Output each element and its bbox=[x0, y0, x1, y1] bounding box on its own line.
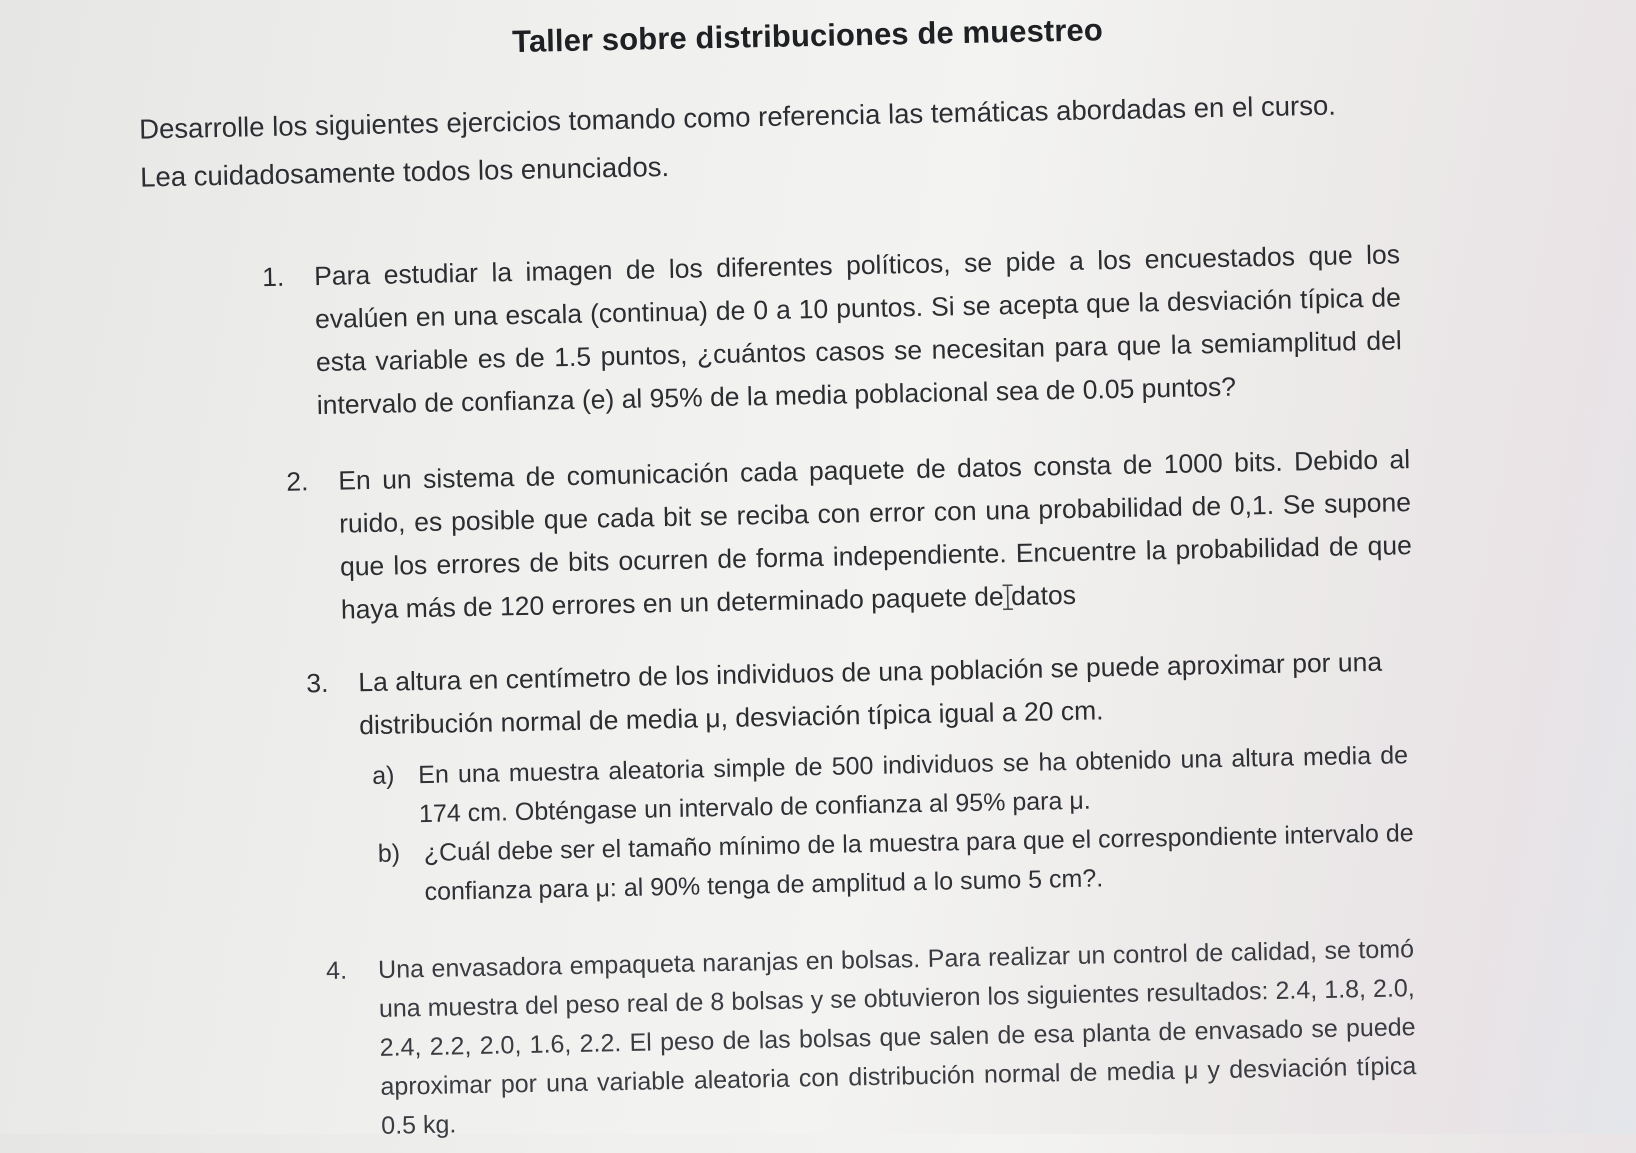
question-1 bbox=[261, 233, 1403, 427]
instructions-line-1: Desarrolle los siguientes ejercicios tomando como referencia las temáticas abordadas en el curso. bbox=[138, 89, 1337, 145]
instructions bbox=[139, 79, 1471, 202]
question-4-text: Una envasadora empaqueta naranjas en bolsas. Para realizar un control de calidad, se tomó una muestra del peso real de 8 bolsas y se obtuvieron los siguientes resultados: 2.4, 1.8, 2.0, 2.4, 2.2, 2.0, 1.6, 2.2. El peso de las bolsas que salen de esa planta de envasado se puede aproximar por una variable aleatoria con distribución normal de media μ y desviación típica 0.5 kg. bbox=[377, 935, 1417, 1140]
question-3-text: La altura en centímetro de los individuos de una población se puede aproximar por una distribución normal de media μ, desviación típica igual a 20 cm. bbox=[358, 646, 1383, 741]
question-4-number: 4. bbox=[325, 956, 348, 985]
question-1-text: Para estudiar la imagen de los diferentes políticos, se pide a los encuestados que los evalúen en una escala (continua) de 0 a 10 puntos. Si se acepta que la desviación típica de esta variable es de 1.5 puntos, ¿cuántos casos se necesitan para que la semiamplitud del intervalo de confianza (e) al 95% de la media poblacional sea de 0.05 puntos? bbox=[313, 239, 1403, 421]
question-3-part-b-text: ¿Cuál debe ser el tamaño mínimo de la muestra para que el correspondiente intervalo de confianza para μ: al 90% tenga de amplitud a lo sumo 5 cm?. bbox=[423, 819, 1414, 907]
question-3-part-a-letter: a) bbox=[371, 761, 395, 791]
question-2-number: 2. bbox=[286, 466, 309, 497]
document-title: Taller sobre distribuciones de muestreo bbox=[511, 12, 1104, 60]
instructions-line-2: Lea cuidadosamente todos los enunciados. bbox=[139, 150, 670, 193]
question-4 bbox=[325, 930, 1418, 1146]
text-cursor-icon bbox=[1001, 584, 1016, 610]
question-3-number: 3. bbox=[306, 667, 329, 699]
question-3-part-b-letter: b) bbox=[377, 839, 401, 868]
question-3 bbox=[306, 640, 1420, 747]
question-2 bbox=[286, 438, 1413, 631]
question-1-number: 1. bbox=[261, 261, 285, 293]
question-3-part-a-text: En una muestra aleatoria simple de 500 individuos se ha obtenido una altura media de 174 cm. Obténgase un intervalo de confianza al 95% para μ. bbox=[417, 741, 1409, 829]
question-2-text: En un sistema de comunicación cada paquete de datos consta de 1000 bits. Debido al ruido, es posible que cada bit se reciba con error con una probabilidad de 0,1. Se supone que los errores de bits ocurren de forma independiente. Encuentre la probabilidad de que haya más de 120 errores en un determinado paquete de datos bbox=[338, 444, 1413, 625]
